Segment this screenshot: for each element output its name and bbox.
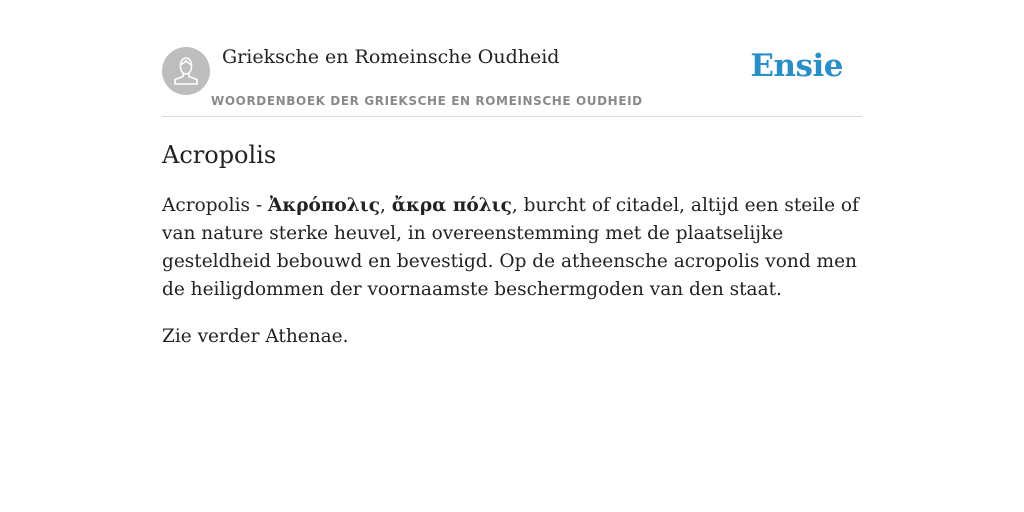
greek-term-2: ἄκρα πόλις (391, 195, 512, 216)
brand-logo[interactable]: Ensie (750, 48, 843, 84)
see-also: Zie verder Athenae. (162, 326, 349, 347)
greek-term-1: Ἀκρόπολις (268, 195, 380, 216)
header (162, 40, 862, 117)
source-subtitle: WOORDENBOEK DER GRIEKSCHE EN ROMEINSCHE OUDHEID (211, 94, 643, 108)
entry-title: Acropolis (162, 141, 277, 169)
source-avatar[interactable] (162, 47, 210, 95)
entry-body (162, 192, 862, 304)
source-title[interactable]: Grieksche en Romeinsche Oudheid (222, 46, 560, 68)
comma: , (379, 195, 392, 216)
article (162, 139, 862, 351)
user-silhouette-icon (162, 47, 210, 95)
lead-term: Acropolis (162, 195, 251, 216)
definition-text: , burcht of citadel, altijd een steile of van nature sterke heuvel, in overeenstemming met de plaatselijke gesteldheid bebouwd en bevestigd. Op de atheensche acropolis vond men de heiligdommen der voornaamste beschermgoden van den staat. (162, 195, 859, 300)
separator: - (250, 195, 269, 216)
